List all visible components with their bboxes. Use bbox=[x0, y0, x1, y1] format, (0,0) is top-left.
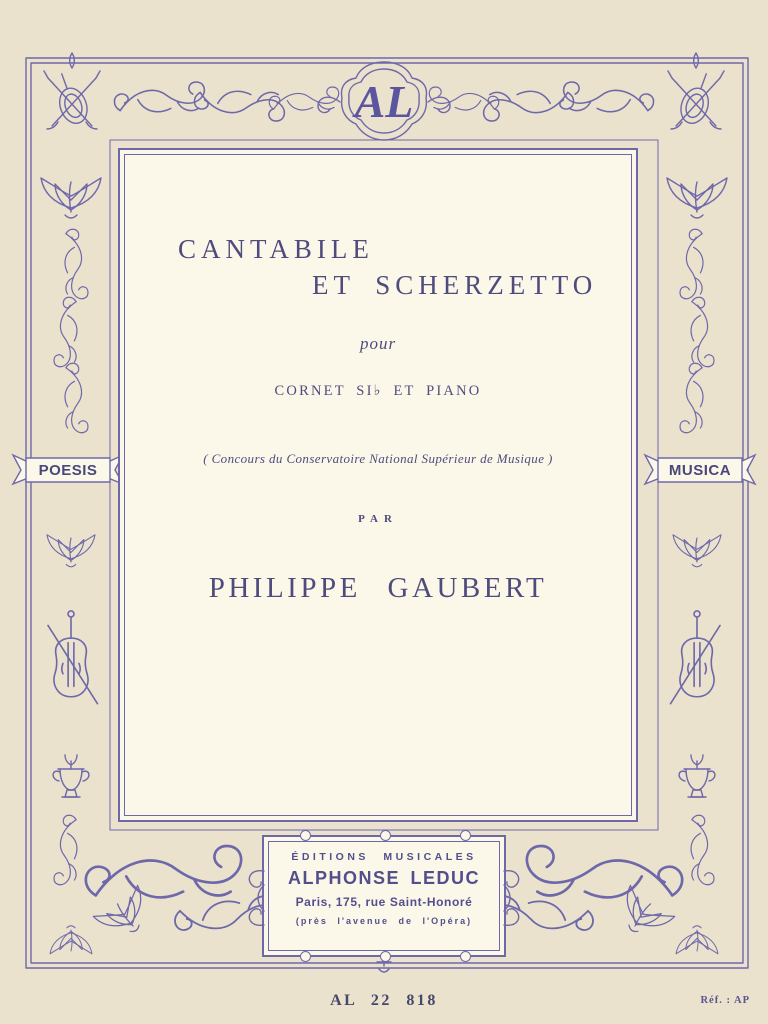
scroll-flourish bbox=[680, 229, 703, 298]
publisher-line-1: ÉDITIONS MUSICALES bbox=[291, 851, 477, 863]
publisher-address: Paris, 175, rue Saint-Honoré bbox=[295, 895, 473, 909]
scroll-flourish bbox=[54, 297, 77, 366]
scroll-flourish bbox=[269, 87, 338, 110]
cartouche-scroll-icon bbox=[244, 861, 266, 935]
title-line-2: ET SCHERZETTO bbox=[312, 270, 598, 300]
scroll-flourish bbox=[54, 815, 77, 884]
publisher-monogram: AL bbox=[354, 76, 414, 127]
poesis-banner bbox=[13, 455, 123, 484]
scroll-flourish bbox=[65, 229, 88, 298]
palmette-icon bbox=[673, 535, 721, 567]
scroll-flourish bbox=[527, 846, 682, 897]
violin-icon bbox=[48, 611, 97, 704]
publisher-name: ALPHONSE LEDUC bbox=[287, 868, 480, 888]
palmette-icon bbox=[676, 926, 718, 954]
scroll-flourish bbox=[691, 815, 714, 884]
palmette-icon bbox=[50, 926, 92, 954]
cartouche-dot-icon bbox=[460, 951, 471, 962]
urn-icon bbox=[53, 755, 89, 797]
title-line-1: CANTABILE bbox=[178, 234, 374, 264]
scroll-flourish bbox=[691, 297, 714, 366]
poesis-label: POESIS bbox=[38, 462, 98, 479]
composer-name: PHILIPPE GAUBERT bbox=[208, 572, 548, 604]
scroll-flourish bbox=[114, 82, 204, 112]
lute-trophy-icon bbox=[44, 53, 100, 129]
musica-banner bbox=[645, 455, 755, 484]
cartouche-dot-icon bbox=[300, 830, 311, 841]
cartouche-dot-icon bbox=[460, 830, 471, 841]
instrumentation: CORNET SI♭ ET PIANO bbox=[274, 383, 482, 399]
palmette-icon bbox=[47, 535, 95, 567]
lute-trophy-icon bbox=[668, 53, 724, 129]
publisher-address-note: (près l'avenue de l'Opéra) bbox=[295, 916, 473, 926]
cartouche-dot-icon bbox=[380, 830, 391, 841]
scroll-flourish bbox=[86, 846, 241, 897]
concours-note: ( Concours du Conservatoire National Supérieur de Musique ) bbox=[203, 451, 553, 466]
cartouche-dot-icon bbox=[380, 951, 391, 962]
scroll-flourish bbox=[65, 363, 88, 432]
musica-label: MUSICA bbox=[668, 462, 732, 479]
par-label: PAR bbox=[358, 513, 398, 525]
urn-icon bbox=[679, 755, 715, 797]
reference-code: Réf. : AP bbox=[700, 995, 750, 1006]
scroll-flourish bbox=[564, 82, 654, 112]
cartouche-scroll-icon bbox=[502, 861, 524, 935]
scroll-flourish bbox=[680, 363, 703, 432]
title-panel bbox=[118, 148, 638, 822]
violin-icon bbox=[671, 611, 720, 704]
scroll-flourish bbox=[429, 87, 498, 110]
pour-label: pour bbox=[359, 334, 397, 353]
publisher-cartouche bbox=[262, 835, 506, 957]
monogram-al bbox=[318, 62, 450, 140]
cartouche-dot-icon bbox=[300, 951, 311, 962]
palmette-icon bbox=[667, 178, 727, 218]
imprint-line bbox=[0, 992, 768, 1016]
plate-number: AL 22 818 bbox=[330, 992, 438, 1009]
palmette-icon bbox=[41, 178, 101, 218]
